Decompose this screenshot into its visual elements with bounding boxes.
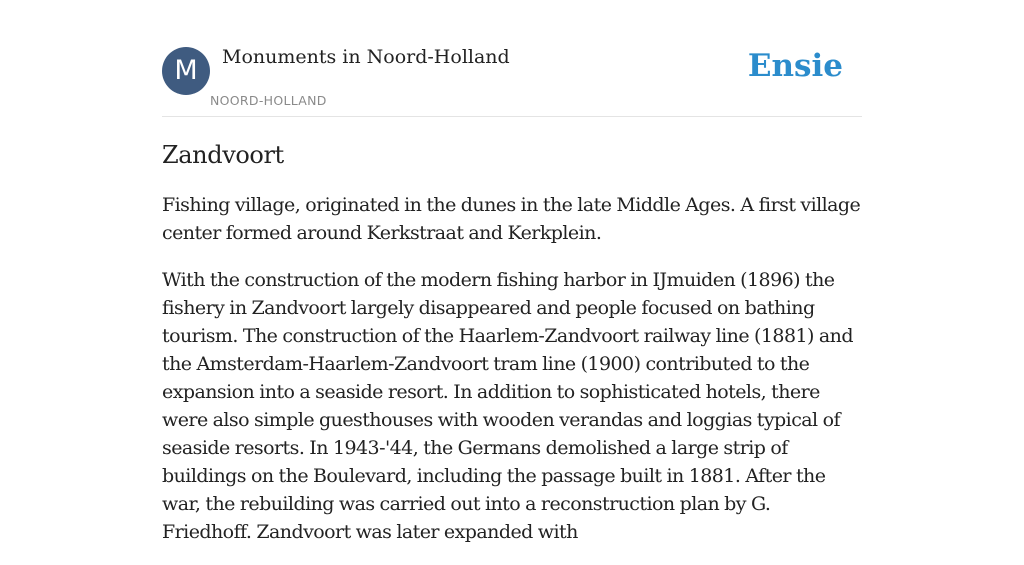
site-header [162, 40, 862, 117]
article [162, 138, 862, 565]
avatar[interactable]: M [162, 47, 210, 95]
site-title[interactable]: Monuments in Noord-Holland [222, 46, 510, 68]
article-title: Zandvoort [162, 141, 284, 169]
brand-logo[interactable]: Ensie [747, 48, 843, 84]
category-link[interactable]: NOORD-HOLLAND [210, 93, 327, 108]
article-paragraph: With the construction of the modern fishing harbor in IJmuiden (1896) the fishery in Zandvoort largely disappeared and people focused on bathing tourism. The construction of the Haarlem-Zandvoort railway line (1881) and the Amsterdam-Haarlem-Zandvoort tram line (1900) contributed to the expansion into a seaside resort. In addition to sophisticated hotels, there were also simple guesthouses with wooden verandas and loggias typical of seaside resorts. In 1943-'44, the Germans demolished a large strip of buildings on the Boulevard, including the passage built in 1881. After the war, the rebuilding was carried out into a reconstruction plan by G. Friedhoff. Zandvoort was later expanded with [162, 269, 853, 543]
article-paragraph: Fishing village, originated in the dunes in the late Middle Ages. A first village center formed around Kerkstraat and Kerkplein. [162, 194, 861, 244]
